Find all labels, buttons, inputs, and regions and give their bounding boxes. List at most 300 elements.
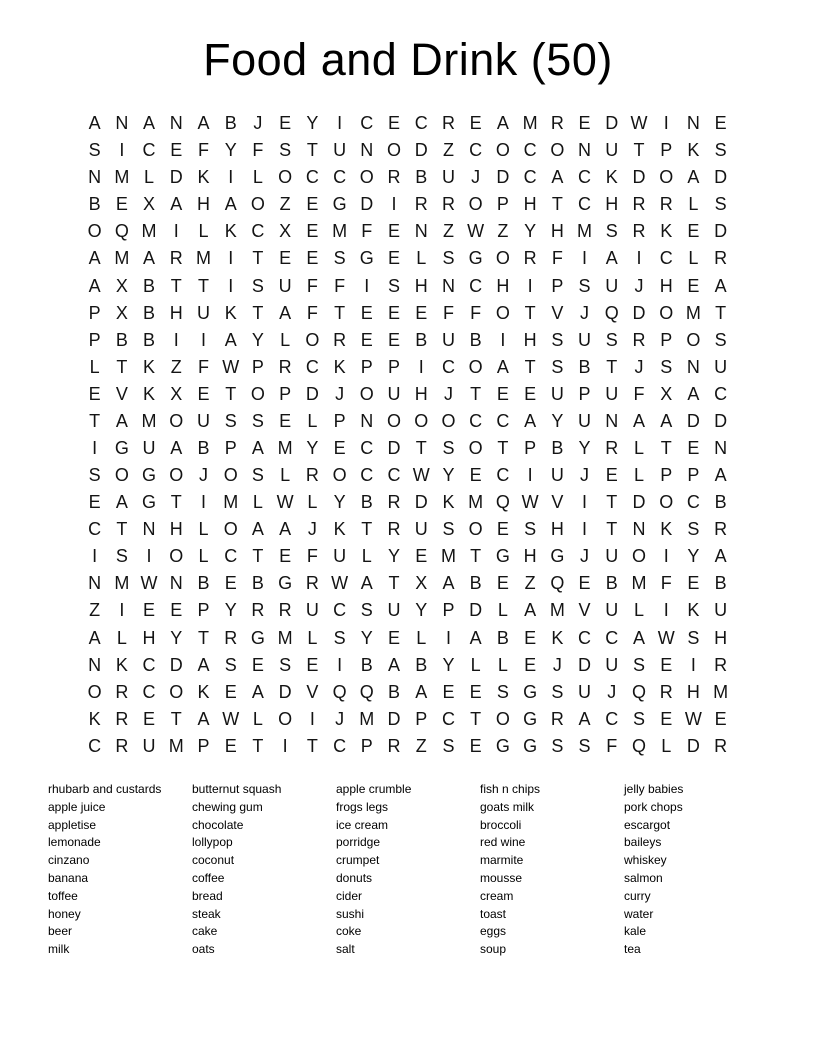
word-list-item: lemonade — [48, 835, 101, 850]
grid-letter: C — [578, 194, 592, 215]
grid-letter: H — [169, 519, 183, 540]
grid-letter: S — [251, 275, 264, 296]
grid-row — [81, 435, 734, 462]
grid-letter: E — [687, 275, 700, 296]
grid-letter: E — [605, 465, 618, 486]
grid-letter: A — [388, 654, 401, 675]
grid-letter: C — [142, 654, 156, 675]
word-list-item: goats milk — [480, 799, 535, 814]
grid-letter: A — [524, 600, 537, 621]
grid-letter: Y — [551, 410, 564, 431]
grid-letter: P — [224, 437, 237, 458]
grid-letter: S — [605, 329, 618, 350]
grid-letter: A — [88, 113, 101, 134]
grid-letter: V — [551, 302, 564, 323]
grid-letter: E — [170, 140, 183, 161]
grid-letter: O — [495, 708, 510, 729]
grid-letter: B — [415, 167, 428, 188]
grid-letter: A — [279, 519, 292, 540]
grid-letter: N — [88, 654, 102, 675]
grid-letter: U — [605, 275, 619, 296]
grid-letter: T — [306, 140, 318, 161]
grid-letter: E — [524, 383, 537, 404]
grid-letter: F — [361, 221, 373, 242]
grid-letter: E — [714, 113, 727, 134]
grid-letter: D — [360, 194, 374, 215]
grid-letter: R — [632, 329, 646, 350]
grid-letter: C — [333, 167, 347, 188]
word-list-item: steak — [192, 906, 221, 921]
grid-letter: H — [659, 275, 673, 296]
grid-letter: A — [687, 383, 700, 404]
grid-letter: C — [88, 519, 102, 540]
grid-letter: T — [89, 410, 101, 431]
grid-letter: I — [228, 248, 234, 269]
grid-letter: E — [687, 437, 700, 458]
grid-letter: C — [469, 410, 483, 431]
grid-letter: W — [331, 573, 349, 594]
grid-letter: T — [225, 383, 237, 404]
grid-letter: M — [114, 167, 130, 188]
word-list-item: cake — [192, 924, 218, 939]
grid-letter: I — [173, 221, 179, 242]
grid-row — [81, 218, 734, 245]
word-list-item: toast — [480, 906, 507, 921]
grid-letter: P — [333, 410, 346, 431]
grid-letter: E — [224, 681, 237, 702]
grid-letter: T — [470, 708, 482, 729]
grid-letter: O — [278, 708, 293, 729]
grid-letter: B — [415, 654, 428, 675]
grid-letter: J — [443, 383, 453, 404]
grid-letter: O — [114, 465, 129, 486]
grid-letter: S — [88, 140, 101, 161]
grid-letter: Z — [415, 735, 427, 756]
grid-row — [81, 191, 734, 218]
grid-letter: C — [686, 492, 700, 513]
word-list-item: cream — [480, 888, 514, 903]
grid-letter: M — [114, 248, 130, 269]
grid-letter: O — [659, 167, 674, 188]
word-list-item: coke — [336, 924, 362, 939]
grid-letter: W — [222, 708, 240, 729]
grid-letter: Q — [604, 302, 619, 323]
grid-letter: L — [252, 492, 263, 513]
grid-row — [81, 597, 734, 624]
grid-letter: I — [663, 600, 669, 621]
grid-letter: K — [687, 140, 700, 161]
grid-letter: T — [388, 573, 400, 594]
grid-letter: I — [337, 654, 343, 675]
grid-letter: J — [634, 356, 644, 377]
grid-row — [81, 733, 734, 760]
grid-letter: F — [606, 735, 618, 756]
grid-letter: S — [442, 437, 455, 458]
grid-letter: S — [578, 735, 591, 756]
grid-letter: E — [279, 410, 292, 431]
grid-letter: C — [523, 167, 537, 188]
word-list-column — [336, 781, 480, 959]
grid-letter: R — [714, 654, 728, 675]
grid-letter: S — [632, 708, 645, 729]
grid-letter: Q — [631, 681, 646, 702]
grid-letter: E — [388, 329, 401, 350]
grid-letter: A — [469, 627, 482, 648]
grid-letter: O — [686, 329, 701, 350]
grid-letter: E — [469, 113, 482, 134]
grid-letter: X — [415, 573, 428, 594]
grid-letter: S — [551, 329, 564, 350]
grid-letter: S — [551, 681, 564, 702]
grid-letter: M — [577, 221, 593, 242]
grid-letter: J — [198, 465, 208, 486]
word-list-item: beer — [48, 924, 73, 939]
grid-row — [81, 164, 734, 191]
grid-letter: O — [659, 302, 674, 323]
grid-row — [81, 624, 734, 651]
grid-letter: K — [551, 627, 564, 648]
grid-letter: F — [334, 275, 346, 296]
grid-letter: X — [170, 383, 183, 404]
grid-letter: E — [415, 546, 428, 567]
grid-letter: U — [578, 329, 592, 350]
grid-letter: K — [687, 600, 700, 621]
grid-letter: U — [305, 600, 319, 621]
grid-letter: E — [251, 654, 264, 675]
grid-letter: S — [88, 465, 101, 486]
word-list-item: frogs legs — [336, 799, 389, 814]
grid-letter: I — [582, 492, 588, 513]
word-list-item: apple juice — [48, 799, 106, 814]
grid-letter: E — [388, 113, 401, 134]
grid-letter: R — [387, 167, 401, 188]
grid-letter: L — [416, 248, 427, 269]
grid-letter: D — [632, 492, 646, 513]
grid-letter: I — [282, 735, 288, 756]
grid-letter: U — [414, 519, 428, 540]
grid-letter: S — [632, 654, 645, 675]
grid-letter: A — [88, 627, 101, 648]
grid-letter: O — [495, 302, 510, 323]
grid-letter: D — [605, 113, 619, 134]
grid-letter: A — [88, 248, 101, 269]
word-list-item: oats — [192, 942, 215, 957]
grid-letter: O — [250, 383, 265, 404]
grid-letter: D — [414, 140, 428, 161]
grid-letter: T — [170, 275, 182, 296]
grid-letter: S — [279, 654, 292, 675]
grid-letter: A — [115, 410, 128, 431]
grid-letter: L — [661, 735, 672, 756]
grid-row — [81, 489, 734, 516]
grid-letter: H — [686, 681, 700, 702]
grid-letter: P — [251, 356, 264, 377]
word-list-item: fish n chips — [480, 782, 541, 796]
grid-letter: C — [714, 383, 728, 404]
grid-letter: E — [279, 113, 292, 134]
grid-letter: P — [415, 708, 428, 729]
grid-letter: C — [441, 356, 455, 377]
grid-letter: J — [335, 383, 345, 404]
grid-letter: E — [496, 573, 509, 594]
grid-letter: T — [497, 437, 509, 458]
grid-letter: S — [714, 329, 727, 350]
grid-letter: M — [549, 600, 565, 621]
grid-letter: O — [495, 248, 510, 269]
grid-letter: I — [445, 627, 451, 648]
grid-letter: E — [442, 681, 455, 702]
grid-letter: I — [92, 437, 98, 458]
grid-letter: N — [605, 410, 619, 431]
grid-letter: V — [306, 681, 319, 702]
grid-letter: I — [527, 275, 533, 296]
grid-letter: B — [578, 356, 591, 377]
grid-letter: B — [197, 573, 210, 594]
grid-letter: S — [442, 735, 455, 756]
word-list-item: sushi — [336, 906, 365, 921]
word-list-item: jelly babies — [624, 782, 684, 796]
grid-letter: G — [468, 248, 483, 269]
grid-row — [81, 408, 734, 435]
grid-letter: E — [469, 681, 482, 702]
grid-letter: Y — [415, 600, 428, 621]
grid-letter: S — [578, 275, 591, 296]
grid-letter: D — [278, 681, 292, 702]
grid-letter: A — [496, 113, 509, 134]
grid-letter: W — [657, 627, 675, 648]
word-list-item: donuts — [336, 870, 373, 885]
grid-letter: H — [196, 194, 210, 215]
grid-letter: B — [714, 573, 727, 594]
word-list-item: tea — [624, 942, 641, 957]
grid-letter: D — [714, 410, 728, 431]
grid-letter: E — [687, 221, 700, 242]
grid-letter: W — [630, 113, 648, 134]
grid-letter: I — [418, 356, 424, 377]
word-list-item: crumpet — [336, 853, 380, 868]
grid-letter: A — [687, 167, 700, 188]
grid-letter: E — [306, 194, 319, 215]
grid-letter: G — [495, 735, 510, 756]
grid-letter: C — [578, 627, 592, 648]
grid-letter: R — [414, 194, 428, 215]
grid-letter: D — [686, 410, 700, 431]
grid-letter: R — [659, 194, 673, 215]
grid-letter: O — [169, 681, 184, 702]
grid-letter: F — [442, 302, 454, 323]
grid-letter: I — [690, 654, 696, 675]
grid-letter: G — [142, 492, 157, 513]
grid-letter: M — [631, 573, 647, 594]
grid-letter: M — [223, 492, 239, 513]
word-list-item: kale — [624, 924, 647, 939]
grid-letter: V — [551, 492, 564, 513]
grid-letter: D — [686, 735, 700, 756]
grid-letter: S — [388, 275, 401, 296]
grid-letter: T — [470, 546, 482, 567]
grid-letter: B — [469, 329, 482, 350]
grid-letter: F — [197, 356, 209, 377]
grid-row — [81, 462, 734, 489]
grid-letter: H — [714, 627, 728, 648]
grid-letter: Y — [360, 627, 373, 648]
grid-letter: L — [116, 627, 127, 648]
grid-letter: H — [523, 329, 537, 350]
grid-letter: A — [442, 573, 455, 594]
grid-letter: P — [496, 194, 509, 215]
grid-letter: K — [660, 221, 673, 242]
grid-letter: I — [200, 492, 206, 513]
grid-letter: Y — [251, 329, 264, 350]
grid-letter: L — [633, 437, 644, 458]
grid-letter: C — [142, 681, 156, 702]
grid-letter: O — [631, 546, 646, 567]
grid-letter: S — [660, 356, 673, 377]
grid-letter: N — [414, 221, 428, 242]
grid-letter: W — [140, 573, 158, 594]
grid-letter: S — [279, 140, 292, 161]
word-list-item: honey — [48, 906, 81, 921]
grid-letter: R — [441, 113, 455, 134]
grid-letter: T — [606, 356, 618, 377]
grid-letter: U — [196, 302, 210, 323]
grid-letter: T — [306, 735, 318, 756]
grid-letter: U — [333, 140, 347, 161]
grid-letter: S — [551, 356, 564, 377]
grid-letter: D — [305, 383, 319, 404]
grid-letter: I — [663, 546, 669, 567]
grid-row — [81, 354, 734, 381]
grid-row — [81, 137, 734, 164]
grid-letter: E — [496, 383, 509, 404]
grid-letter: I — [119, 140, 125, 161]
grid-letter: D — [496, 167, 510, 188]
grid-letter: A — [605, 248, 618, 269]
grid-letter: N — [632, 519, 646, 540]
grid-letter: N — [686, 113, 700, 134]
grid-row — [81, 272, 734, 299]
grid-letter: B — [469, 573, 482, 594]
grid-letter: N — [686, 356, 700, 377]
grid-letter: X — [115, 302, 128, 323]
grid-letter: E — [469, 735, 482, 756]
grid-letter: J — [552, 654, 562, 675]
grid-letter: E — [388, 302, 401, 323]
grid-letter: O — [250, 194, 265, 215]
grid-letter: J — [307, 519, 317, 540]
grid-letter: O — [169, 410, 184, 431]
grid-letter: A — [224, 194, 237, 215]
grid-letter: C — [333, 735, 347, 756]
grid-letter: I — [92, 546, 98, 567]
grid-letter: E — [660, 708, 673, 729]
grid-letter: P — [524, 437, 537, 458]
grid-letter: O — [495, 140, 510, 161]
grid-letter: W — [521, 492, 539, 513]
grid-letter: Z — [170, 356, 182, 377]
grid-letter: T — [660, 437, 672, 458]
grid-letter: M — [141, 221, 157, 242]
grid-letter: L — [252, 708, 263, 729]
word-list-item: baileys — [624, 835, 662, 850]
grid-letter: R — [441, 194, 455, 215]
grid-letter: C — [305, 167, 319, 188]
grid-letter: M — [440, 546, 456, 567]
grid-letter: O — [169, 546, 184, 567]
grid-letter: T — [116, 356, 128, 377]
grid-letter: P — [279, 383, 292, 404]
grid-letter: O — [87, 681, 102, 702]
grid-letter: Q — [550, 573, 565, 594]
grid-letter: K — [88, 708, 101, 729]
grid-letter: I — [228, 275, 234, 296]
grid-letter: H — [523, 546, 537, 567]
grid-letter: O — [414, 410, 429, 431]
grid-letter: D — [632, 302, 646, 323]
grid-letter: J — [580, 546, 590, 567]
grid-letter: E — [388, 627, 401, 648]
grid-letter: T — [715, 302, 727, 323]
page-title: Food and Drink (50) — [203, 34, 613, 85]
grid-letter: N — [578, 140, 592, 161]
grid-letter: R — [305, 573, 319, 594]
grid-letter: A — [714, 275, 727, 296]
grid-letter: E — [469, 465, 482, 486]
grid-letter: H — [496, 275, 510, 296]
grid-row — [81, 706, 734, 733]
grid-letter: R — [605, 437, 619, 458]
grid-letter: O — [468, 356, 483, 377]
word-list-item: chewing gum — [192, 799, 263, 814]
grid-letter: W — [222, 356, 240, 377]
word-list-item: porridge — [336, 835, 381, 850]
grid-letter: A — [496, 356, 509, 377]
grid-letter: N — [169, 573, 183, 594]
grid-letter: L — [361, 546, 372, 567]
grid-letter: Y — [524, 221, 537, 242]
grid-letter: C — [142, 140, 156, 161]
grid-letter: O — [387, 410, 402, 431]
grid-letter: Q — [631, 735, 646, 756]
grid-letter: B — [605, 573, 618, 594]
grid-letter: T — [334, 302, 346, 323]
grid-letter: J — [607, 681, 617, 702]
grid-letter: G — [359, 248, 374, 269]
grid-letter: K — [660, 519, 673, 540]
grid-letter: S — [605, 221, 618, 242]
grid-letter: L — [252, 167, 263, 188]
grid-letter: I — [582, 248, 588, 269]
grid-letter: T — [606, 519, 618, 540]
grid-letter: U — [714, 600, 728, 621]
grid-letter: D — [632, 167, 646, 188]
grid-letter: G — [114, 437, 129, 458]
grid-letter: Y — [333, 492, 346, 513]
word-list-item: milk — [48, 942, 70, 957]
grid-letter: O — [468, 519, 483, 540]
grid-letter: H — [414, 383, 428, 404]
grid-letter: E — [224, 735, 237, 756]
grid-letter: B — [224, 113, 237, 134]
grid-letter: U — [441, 167, 455, 188]
grid-letter: U — [605, 383, 619, 404]
grid-letter: X — [279, 221, 292, 242]
grid-letter: S — [442, 519, 455, 540]
grid-letter: S — [524, 519, 537, 540]
grid-letter: E — [360, 329, 373, 350]
grid-letter: V — [578, 600, 591, 621]
word-list-item: apple crumble — [336, 782, 412, 796]
